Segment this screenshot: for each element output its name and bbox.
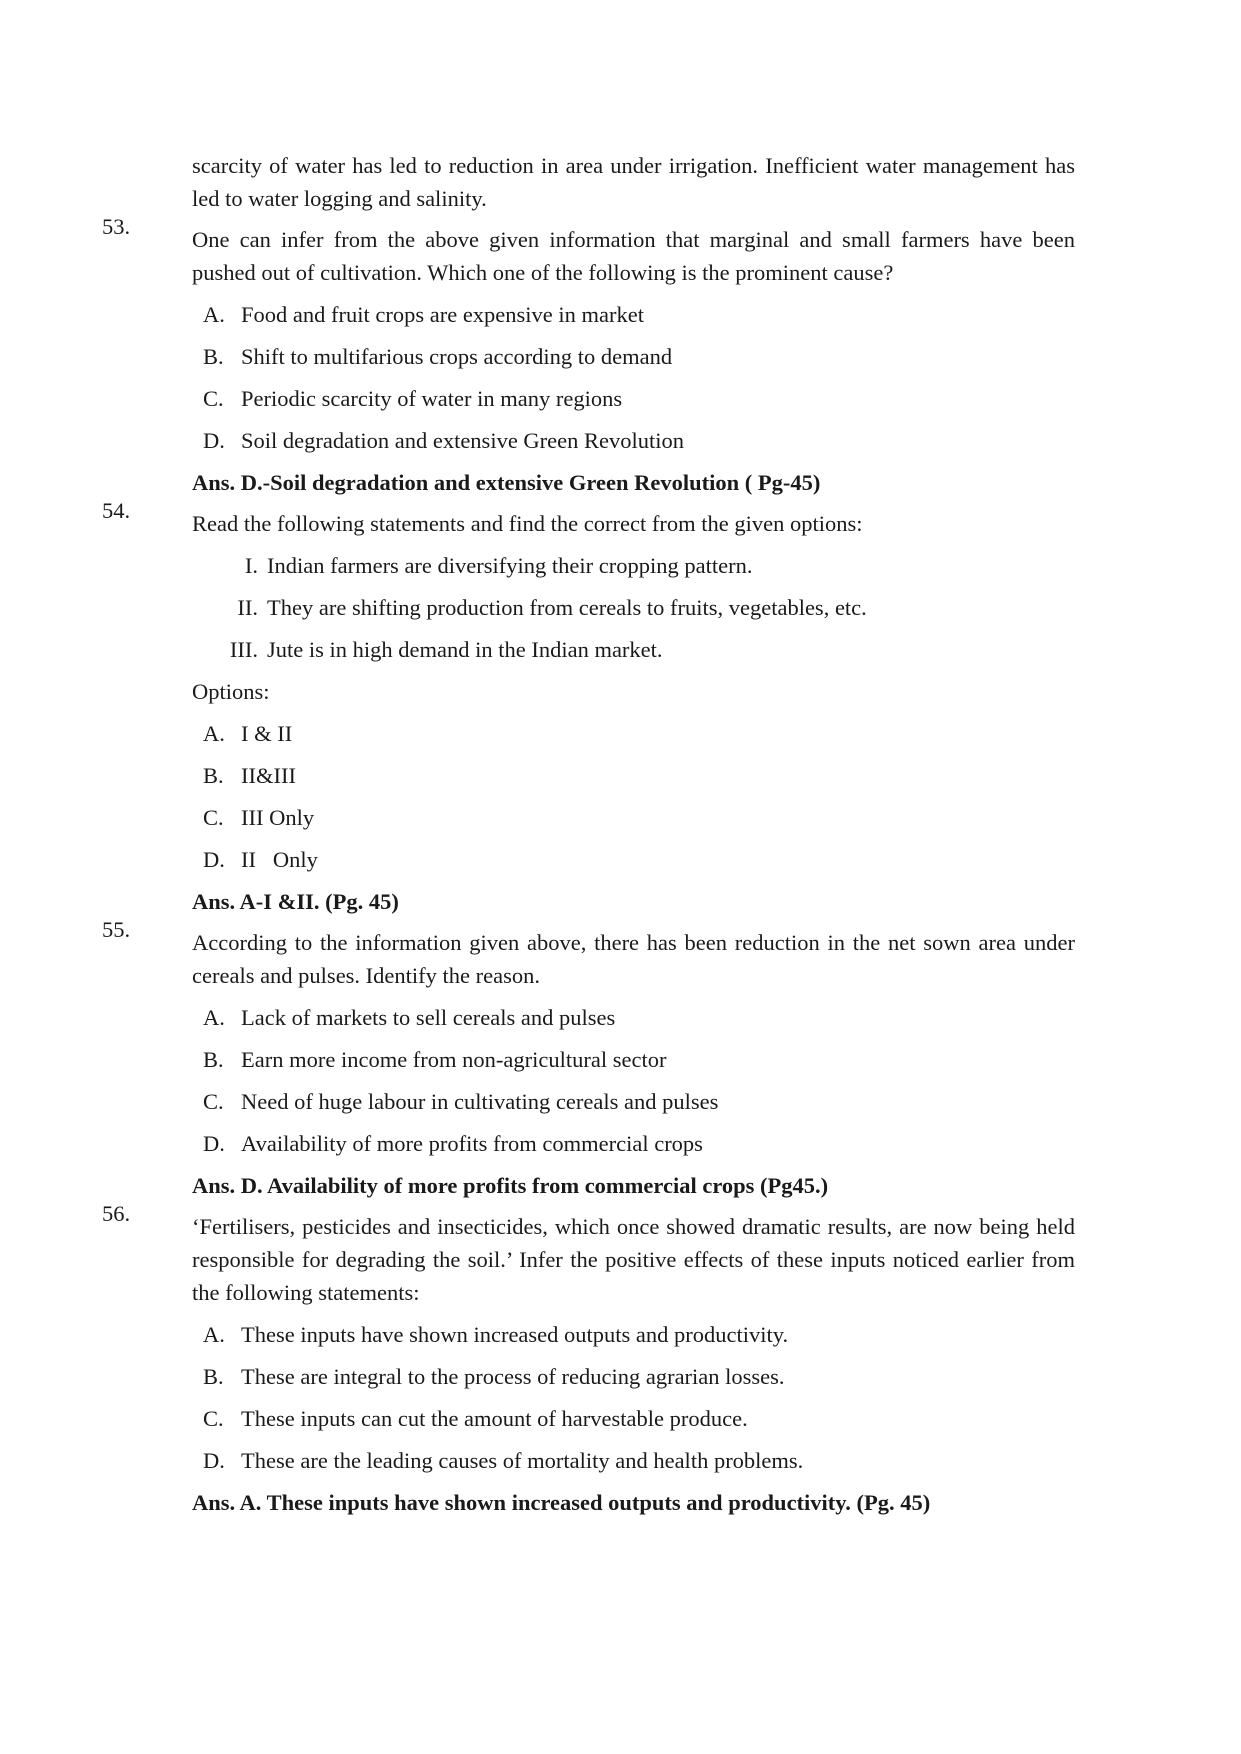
statement-text: Indian farmers are diversifying their cropping pattern. [267,553,753,578]
statement-iii [192,633,1075,666]
statement-numeral: II. [237,595,258,620]
options-list [192,298,1075,457]
option-letter: A. [203,1322,225,1347]
options-list [192,717,1075,876]
option-d [192,424,1075,457]
options-label: Options: [192,679,270,704]
option-letter: D. [203,847,225,872]
question-number: 55. [102,917,131,942]
option-text: These inputs have shown increased outputs and productivity. [241,1322,789,1347]
option-d [192,1444,1075,1477]
option-text: Lack of markets to sell cereals and pulses [241,1005,616,1030]
option-c [192,382,1075,415]
option-text: These inputs can cut the amount of harvestable produce. [241,1406,748,1431]
option-letter: C. [203,805,224,830]
option-letter: A. [203,1005,225,1030]
answer-line: Ans. A-I &II. (Pg. 45) [192,889,399,914]
question-text: Read the following statements and find the correct from the given options: [192,511,863,536]
option-text: Periodic scarcity of water in many regions [241,386,623,411]
option-a [192,1318,1075,1351]
intro-paragraph: scarcity of water has led to reduction in area under irrigation. Inefficient water management has led to water logging and salinity. [192,153,1075,211]
option-text: II Only [241,847,318,872]
option-text: Earn more income from non-agricultural sector [241,1047,667,1072]
question-56 [102,1201,1075,1519]
answer-line: Ans. A. These inputs have shown increased outputs and productivity. (Pg. 45) [192,1490,931,1515]
question-number: 56. [102,1201,131,1226]
option-letter: A. [203,721,225,746]
option-text: Food and fruit crops are expensive in market [241,302,645,327]
page-content [102,149,1075,1519]
question-53 [102,214,1075,499]
option-letter: C. [203,1089,224,1114]
question-text: One can infer from the above given information that marginal and small farmers have been pushed out of cultivation. Which one of the following is the prominent cause? [192,227,1075,285]
options-list [192,1001,1075,1160]
option-a [192,298,1075,331]
option-letter: B. [203,344,224,369]
option-letter: A. [203,302,225,327]
answer-line: Ans. D.-Soil degradation and extensive Green Revolution ( Pg-45) [192,470,821,495]
statement-i [192,549,1075,582]
option-letter: B. [203,763,224,788]
option-text: Need of huge labour in cultivating cereals and pulses [241,1089,719,1114]
statement-numeral: I. [244,553,258,578]
option-letter: C. [203,386,224,411]
option-text: These are integral to the process of reducing agrarian losses. [241,1364,785,1389]
option-c [192,1402,1075,1435]
option-a [192,1001,1075,1034]
question-number: 54. [102,498,131,523]
question-54 [102,498,1075,918]
option-text: Availability of more profits from commercial crops [241,1131,703,1156]
option-text: III Only [241,805,315,830]
option-letter: B. [203,1047,224,1072]
option-text: I & II [241,721,293,746]
option-b [192,1360,1075,1393]
option-text: Shift to multifarious crops according to demand [241,344,673,369]
option-letter: D. [203,1448,225,1473]
statement-ii [192,591,1075,624]
option-letter: C. [203,1406,224,1431]
option-text: Soil degradation and extensive Green Revolution [241,428,685,453]
option-letter: D. [203,428,225,453]
option-b [192,340,1075,373]
statement-text: Jute is in high demand in the Indian market. [267,637,663,662]
statement-text: They are shifting production from cereals to fruits, vegetables, etc. [267,595,867,620]
question-text: According to the information given above, there has been reduction in the net sown area under cereals and pulses. Identify the reason. [192,930,1075,988]
option-c [192,1085,1075,1118]
option-a [192,717,1075,750]
option-d [192,843,1075,876]
option-text: These are the leading causes of mortality and health problems. [241,1448,804,1473]
statement-numeral: III. [229,637,258,662]
option-letter: D. [203,1131,225,1156]
option-d [192,1127,1075,1160]
option-text: II&III [241,763,296,788]
option-c [192,801,1075,834]
answer-line: Ans. D. Availability of more profits from commercial crops (Pg45.) [192,1173,829,1198]
question-number: 53. [102,214,131,239]
option-letter: B. [203,1364,224,1389]
question-text: ‘Fertilisers, pesticides and insecticides, which once showed dramatic results, are now being held responsible for degrading the soil.’ Infer the positive effects of these inputs noticed earlier from the following statements: [192,1214,1075,1305]
question-55 [102,917,1075,1202]
option-b [192,759,1075,792]
options-list [192,1318,1075,1477]
option-b [192,1043,1075,1076]
